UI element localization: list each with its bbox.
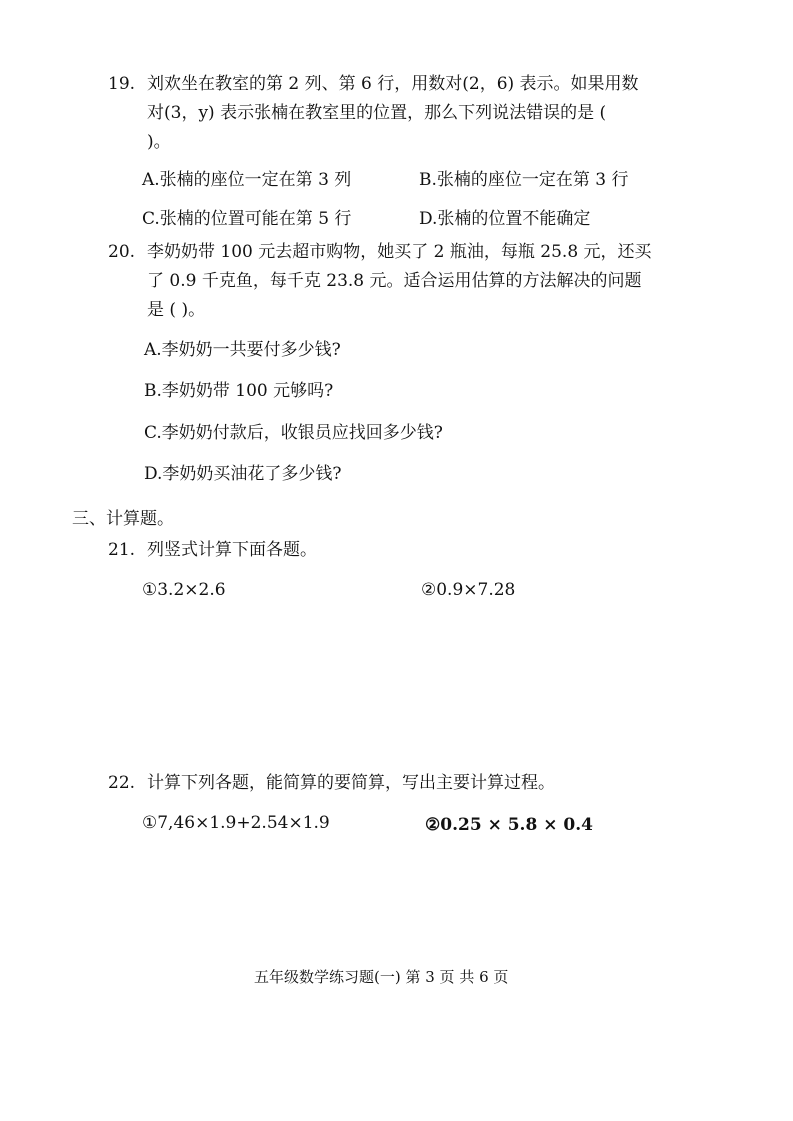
q21-item-2: ②0.9×7.28 [421,580,516,600]
q19-option-b: B.张楠的座位一定在第 3 行 [419,170,629,190]
q20-option-d: D.李奶奶买油花了多少钱? [144,464,342,484]
q22-number: 22. [108,773,136,793]
q22-item-2: ②0.25 × 5.8 × 0.4 [425,815,593,835]
q19-option-a: A.张楠的座位一定在第 3 列 [142,170,352,190]
q20-text-line2: 了 0.9 千克鱼，每千克 23.8 元。适合运用估算的方法解决的问题 [147,271,642,291]
q22-text: 计算下列各题，能简算的要简算，写出主要计算过程。 [147,773,555,793]
q19-number: 19. [108,74,136,94]
q21-number: 21. [108,540,136,560]
q19-option-d: D.张楠的位置不能确定 [419,209,591,229]
page-footer: 五年级数学练习题(一) 第 3 页 共 6 页 [254,968,509,986]
q19-text-line2: 对(3，y) 表示张楠在教室里的位置，那么下列说法错误的是 ( [147,103,607,123]
q20-text-line1: 李奶奶带 100 元去超市购物，她买了 2 瓶油，每瓶 25.8 元，还买 [147,242,652,262]
q20-text-line3: 是 ( )。 [147,300,206,320]
q21-text: 列竖式计算下面各题。 [147,540,317,560]
q22-item-1: ①7,46×1.9+2.54×1.9 [142,813,330,833]
q20-option-c: C.李奶奶付款后，收银员应找回多少钱? [144,423,443,443]
section-3-title: 三、计算题。 [72,509,174,529]
q19-text-line1: 刘欢坐在教室的第 2 列、第 6 行，用数对(2，6) 表示。如果用数 [147,74,639,94]
q20-option-a: A.李奶奶一共要付多少钱? [144,340,341,360]
q21-item-1: ①3.2×2.6 [142,580,226,600]
q19-text-line3: )。 [147,132,171,152]
q19-option-c: C.张楠的位置可能在第 5 行 [142,209,352,229]
q20-option-b: B.李奶奶带 100 元够吗? [144,381,334,401]
q20-number: 20. [108,242,136,262]
